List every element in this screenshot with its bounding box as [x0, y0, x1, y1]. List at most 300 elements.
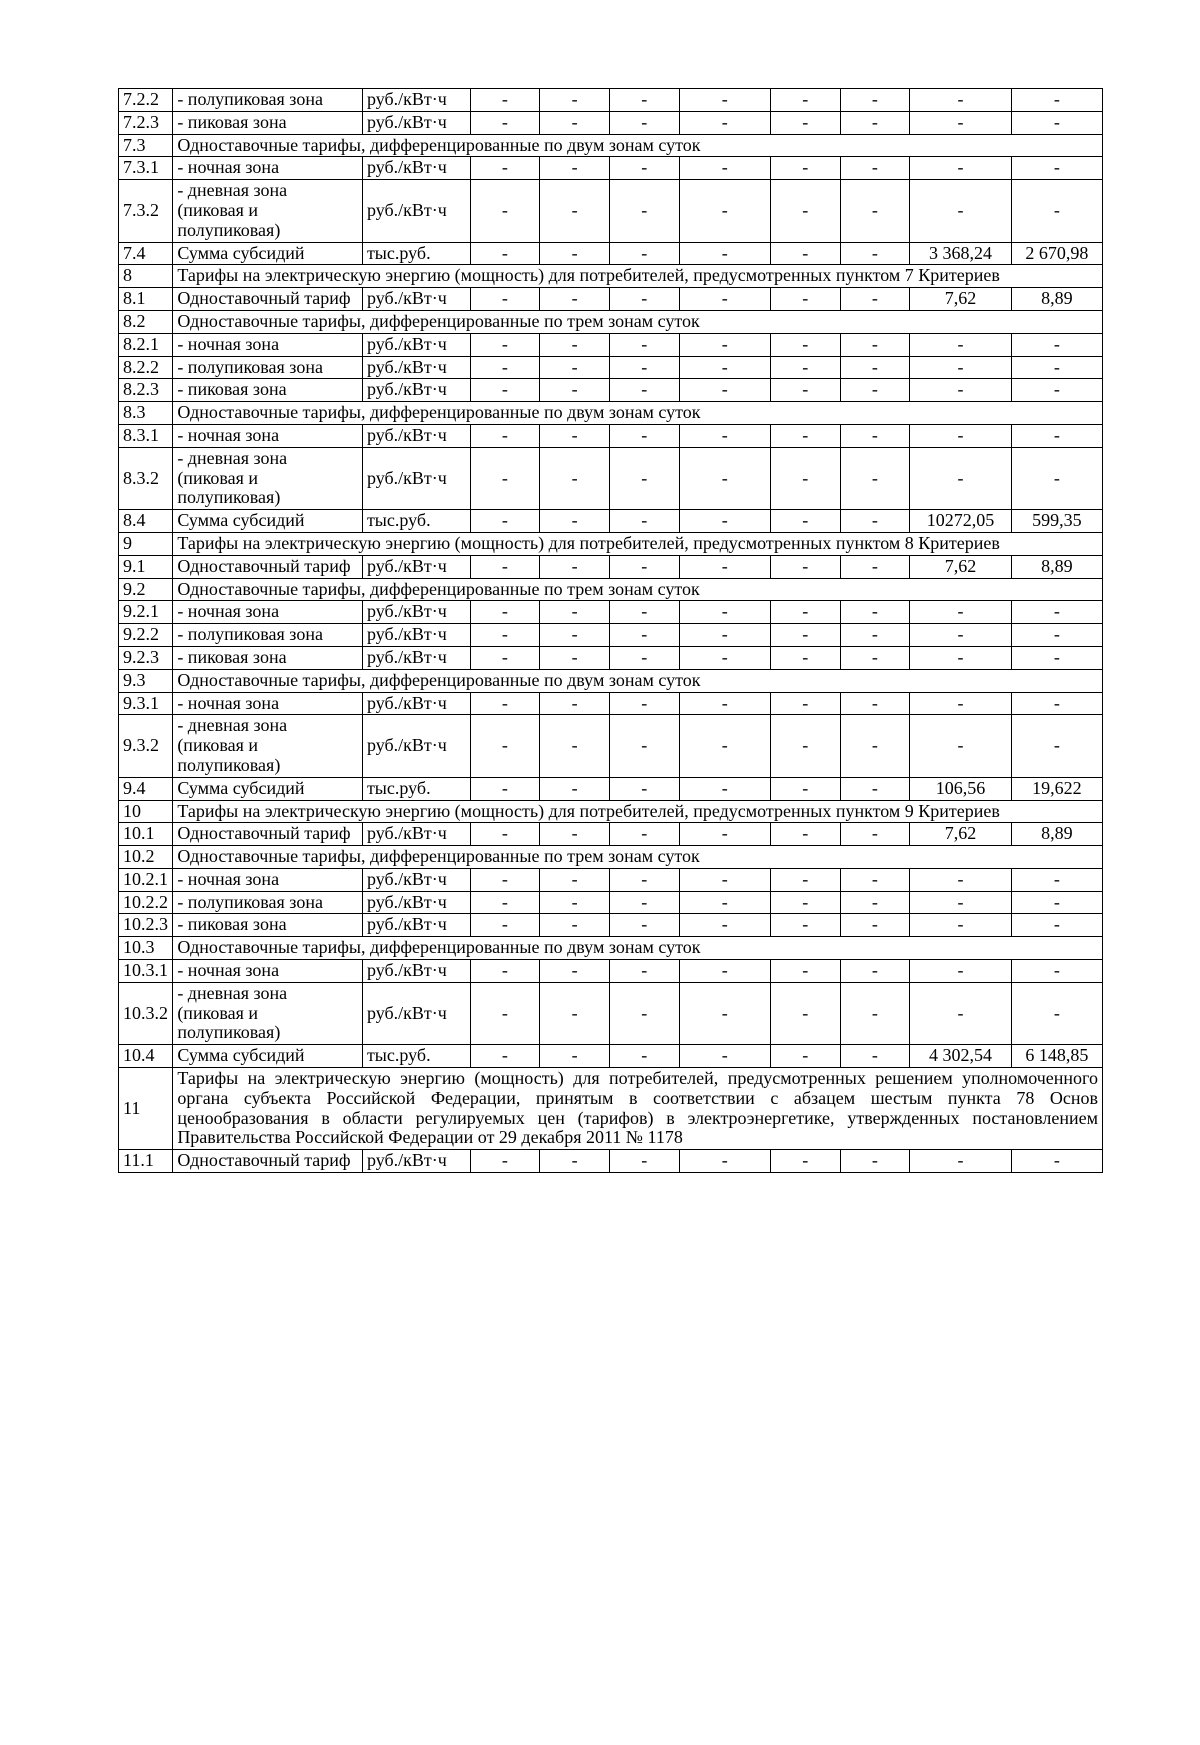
row-value: 106,56 — [910, 777, 1011, 800]
row-value: 7,62 — [910, 555, 1011, 578]
section-code: 11 — [119, 1068, 173, 1150]
row-value: - — [470, 823, 540, 846]
row-value: - — [679, 692, 770, 715]
row-value: - — [770, 960, 840, 983]
row-value: - — [679, 868, 770, 891]
subsection-code: 9.3 — [119, 669, 173, 692]
row-value: - — [470, 89, 540, 112]
row-unit: руб./кВт·ч — [362, 823, 470, 846]
row-unit: руб./кВт·ч — [362, 982, 470, 1044]
row-value: - — [1011, 891, 1102, 914]
row-value: - — [679, 157, 770, 180]
row-name: Сумма субсидий — [173, 510, 363, 533]
row-value: - — [910, 424, 1011, 447]
row-value: - — [540, 777, 610, 800]
row-value: - — [679, 624, 770, 647]
subsection-header-row — [119, 669, 1103, 692]
row-value: - — [540, 692, 610, 715]
row-name: - дневная зона (пиковая и полупиковая) — [173, 982, 363, 1044]
row-value: - — [679, 111, 770, 134]
row-value: - — [540, 356, 610, 379]
row-value: - — [770, 715, 840, 777]
row-value: - — [679, 555, 770, 578]
table-row — [119, 692, 1103, 715]
row-value: - — [770, 356, 840, 379]
row-value: - — [910, 914, 1011, 937]
row-value: - — [770, 111, 840, 134]
row-value: - — [1011, 157, 1102, 180]
row-value: - — [470, 1045, 540, 1068]
row-value: - — [540, 624, 610, 647]
row-code: 9.2.1 — [119, 601, 173, 624]
row-name: - ночная зона — [173, 333, 363, 356]
subsection-header-row — [119, 937, 1103, 960]
row-value: - — [1011, 447, 1102, 509]
table-row — [119, 356, 1103, 379]
row-value: - — [679, 914, 770, 937]
row-value: - — [1011, 356, 1102, 379]
row-unit: руб./кВт·ч — [362, 333, 470, 356]
row-value: - — [679, 424, 770, 447]
row-code: 10.1 — [119, 823, 173, 846]
row-value: - — [679, 960, 770, 983]
row-unit: тыс.руб. — [362, 777, 470, 800]
table-row — [119, 288, 1103, 311]
row-value: - — [770, 157, 840, 180]
row-code: 7.2.2 — [119, 89, 173, 112]
row-value: - — [770, 379, 840, 402]
row-value: - — [609, 288, 679, 311]
row-value: - — [470, 510, 540, 533]
row-value: - — [609, 715, 679, 777]
row-value: - — [770, 823, 840, 846]
table-row — [119, 424, 1103, 447]
subsection-header-row — [119, 310, 1103, 333]
row-value: - — [1011, 180, 1102, 242]
row-value: - — [679, 715, 770, 777]
row-value: - — [470, 1150, 540, 1173]
row-value: - — [609, 1150, 679, 1173]
row-value: - — [770, 333, 840, 356]
row-value: - — [840, 424, 910, 447]
row-name: - полупиковая зона — [173, 891, 363, 914]
row-value: - — [770, 1150, 840, 1173]
row-value: - — [470, 624, 540, 647]
row-value: - — [1011, 715, 1102, 777]
row-code: 7.2.3 — [119, 111, 173, 134]
row-name: Одноставочный тариф — [173, 555, 363, 578]
row-value: - — [540, 555, 610, 578]
row-unit: руб./кВт·ч — [362, 960, 470, 983]
row-unit: руб./кВт·ч — [362, 692, 470, 715]
table-row — [119, 1045, 1103, 1068]
row-unit: руб./кВт·ч — [362, 288, 470, 311]
row-value: - — [1011, 646, 1102, 669]
row-value: 8,89 — [1011, 823, 1102, 846]
row-name: Сумма субсидий — [173, 777, 363, 800]
table-row — [119, 111, 1103, 134]
row-value: - — [1011, 982, 1102, 1044]
row-unit: руб./кВт·ч — [362, 914, 470, 937]
subsection-code: 9.2 — [119, 578, 173, 601]
subsection-title: Одноставочные тарифы, дифференцированные по трем зонам суток — [173, 310, 1103, 333]
row-value: - — [840, 157, 910, 180]
row-value: - — [770, 180, 840, 242]
row-name: - полупиковая зона — [173, 624, 363, 647]
row-code: 8.2.1 — [119, 333, 173, 356]
table-row — [119, 777, 1103, 800]
row-value: - — [540, 288, 610, 311]
row-value: - — [540, 960, 610, 983]
row-value: - — [540, 891, 610, 914]
row-value: - — [840, 692, 910, 715]
row-code: 9.1 — [119, 555, 173, 578]
row-value: - — [679, 288, 770, 311]
table-row — [119, 715, 1103, 777]
row-value: - — [470, 111, 540, 134]
row-value: - — [840, 982, 910, 1044]
row-value: - — [910, 447, 1011, 509]
row-value: - — [470, 960, 540, 983]
row-value: - — [679, 356, 770, 379]
row-value: - — [609, 356, 679, 379]
subsection-title: Одноставочные тарифы, дифференцированные по двум зонам суток — [173, 402, 1103, 425]
section-title: Тарифы на электрическую энергию (мощность) для потребителей, предусмотренных пунктом 8 Критериев — [173, 532, 1103, 555]
row-value: - — [840, 715, 910, 777]
row-value: - — [840, 777, 910, 800]
row-value: - — [1011, 624, 1102, 647]
subsection-code: 7.3 — [119, 134, 173, 157]
row-value: 19,622 — [1011, 777, 1102, 800]
table-row — [119, 555, 1103, 578]
row-value: - — [540, 447, 610, 509]
row-value: - — [1011, 89, 1102, 112]
row-code: 8.3.1 — [119, 424, 173, 447]
row-value: - — [609, 868, 679, 891]
row-value: - — [679, 823, 770, 846]
subsection-header-row — [119, 402, 1103, 425]
row-unit: руб./кВт·ч — [362, 89, 470, 112]
row-value: - — [470, 157, 540, 180]
row-name: Одноставочный тариф — [173, 823, 363, 846]
row-value: - — [910, 157, 1011, 180]
row-unit: руб./кВт·ч — [362, 868, 470, 891]
row-value: 8,89 — [1011, 555, 1102, 578]
row-value: 7,62 — [910, 823, 1011, 846]
row-unit: руб./кВт·ч — [362, 891, 470, 914]
row-value: - — [1011, 111, 1102, 134]
row-value: 3 368,24 — [910, 242, 1011, 265]
row-value: - — [540, 157, 610, 180]
row-code: 10.4 — [119, 1045, 173, 1068]
row-value: - — [840, 646, 910, 669]
section-header-row — [119, 532, 1103, 555]
row-value: - — [770, 288, 840, 311]
row-unit: руб./кВт·ч — [362, 157, 470, 180]
row-name: - ночная зона — [173, 868, 363, 891]
row-code: 9.2.3 — [119, 646, 173, 669]
subsection-code: 8.2 — [119, 310, 173, 333]
row-value: - — [679, 1150, 770, 1173]
row-value: - — [910, 646, 1011, 669]
row-value: - — [840, 111, 910, 134]
row-unit: руб./кВт·ч — [362, 379, 470, 402]
row-name: - дневная зона (пиковая и полупиковая) — [173, 180, 363, 242]
row-value: - — [840, 823, 910, 846]
row-value: - — [609, 510, 679, 533]
row-value: - — [609, 242, 679, 265]
row-value: - — [470, 447, 540, 509]
row-value: - — [910, 356, 1011, 379]
row-value: - — [679, 180, 770, 242]
section-title: Тарифы на электрическую энергию (мощность) для потребителей, предусмотренных решением уполномоченного органа субъекта Российской Федерации, принятым в соответствии с абзацем шестым пункта 78 Основ ценообразования в области регулируемых цен (тарифов) в электроэнергетике, утвержденных постановлением Правительства Российской Федерации от 29 декабря 2011 № 1178 — [173, 1068, 1103, 1150]
row-value: - — [609, 646, 679, 669]
table-row — [119, 333, 1103, 356]
subsection-code: 10.2 — [119, 846, 173, 869]
row-code: 10.3.2 — [119, 982, 173, 1044]
row-value: - — [1011, 424, 1102, 447]
row-name: - пиковая зона — [173, 914, 363, 937]
row-value: - — [609, 157, 679, 180]
row-unit: руб./кВт·ч — [362, 356, 470, 379]
row-code: 8.2.3 — [119, 379, 173, 402]
row-value: - — [910, 1150, 1011, 1173]
row-name: - дневная зона (пиковая и полупиковая) — [173, 447, 363, 509]
row-value: - — [609, 333, 679, 356]
row-value: - — [609, 692, 679, 715]
row-value: - — [1011, 692, 1102, 715]
row-value: - — [770, 447, 840, 509]
table-row — [119, 823, 1103, 846]
row-value: - — [540, 111, 610, 134]
row-name: Сумма субсидий — [173, 1045, 363, 1068]
row-name: - пиковая зона — [173, 379, 363, 402]
table-row — [119, 960, 1103, 983]
row-value: - — [840, 601, 910, 624]
table-row — [119, 646, 1103, 669]
row-value: - — [1011, 379, 1102, 402]
subsection-header-row — [119, 578, 1103, 601]
row-value: - — [470, 891, 540, 914]
row-value: 10272,05 — [910, 510, 1011, 533]
row-value: - — [470, 424, 540, 447]
row-value: - — [540, 601, 610, 624]
row-unit: руб./кВт·ч — [362, 424, 470, 447]
row-value: - — [470, 356, 540, 379]
row-value: - — [840, 242, 910, 265]
row-value: - — [609, 555, 679, 578]
row-value: - — [840, 960, 910, 983]
row-value: - — [679, 510, 770, 533]
subsection-code: 10.3 — [119, 937, 173, 960]
row-value: 6 148,85 — [1011, 1045, 1102, 1068]
row-value: - — [540, 982, 610, 1044]
row-code: 9.3.1 — [119, 692, 173, 715]
row-value: - — [540, 333, 610, 356]
table-row — [119, 510, 1103, 533]
row-value: - — [540, 914, 610, 937]
row-value: - — [840, 379, 910, 402]
row-value: - — [609, 823, 679, 846]
row-name: - полупиковая зона — [173, 356, 363, 379]
row-value: - — [910, 692, 1011, 715]
row-value: - — [770, 646, 840, 669]
row-value: - — [910, 601, 1011, 624]
row-value: - — [910, 333, 1011, 356]
table-row — [119, 89, 1103, 112]
table-row — [119, 180, 1103, 242]
row-name: Одноставочный тариф — [173, 1150, 363, 1173]
row-value: 4 302,54 — [910, 1045, 1011, 1068]
row-value: - — [679, 601, 770, 624]
row-value: - — [910, 891, 1011, 914]
row-value: - — [770, 891, 840, 914]
row-value: - — [540, 1045, 610, 1068]
row-unit: тыс.руб. — [362, 242, 470, 265]
row-value: 7,62 — [910, 288, 1011, 311]
row-code: 10.2.2 — [119, 891, 173, 914]
table-row — [119, 868, 1103, 891]
row-value: - — [910, 180, 1011, 242]
section-header-row — [119, 265, 1103, 288]
table-row — [119, 447, 1103, 509]
row-value: - — [910, 89, 1011, 112]
row-value: - — [840, 555, 910, 578]
row-unit: тыс.руб. — [362, 1045, 470, 1068]
row-value: - — [540, 715, 610, 777]
table-row — [119, 601, 1103, 624]
row-value: - — [679, 333, 770, 356]
row-value: - — [470, 914, 540, 937]
row-value: - — [1011, 914, 1102, 937]
row-code: 8.3.2 — [119, 447, 173, 509]
row-value: - — [470, 333, 540, 356]
row-value: - — [770, 510, 840, 533]
tariff-table — [118, 88, 1103, 1173]
row-value: - — [609, 914, 679, 937]
row-value: - — [679, 982, 770, 1044]
row-value: - — [540, 868, 610, 891]
row-value: - — [840, 333, 910, 356]
row-value: - — [540, 424, 610, 447]
row-name: - ночная зона — [173, 960, 363, 983]
row-code: 8.1 — [119, 288, 173, 311]
row-value: - — [540, 379, 610, 402]
subsection-title: Одноставочные тарифы, дифференцированные по двум зонам суток — [173, 937, 1103, 960]
row-value: - — [540, 823, 610, 846]
row-code: 7.3.1 — [119, 157, 173, 180]
row-code: 9.4 — [119, 777, 173, 800]
subsection-code: 8.3 — [119, 402, 173, 425]
row-name: Одноставочный тариф — [173, 288, 363, 311]
row-value: - — [770, 1045, 840, 1068]
row-name: - полупиковая зона — [173, 89, 363, 112]
row-value: - — [679, 646, 770, 669]
row-value: 2 670,98 — [1011, 242, 1102, 265]
table-row — [119, 624, 1103, 647]
row-value: - — [609, 891, 679, 914]
row-value: - — [910, 379, 1011, 402]
subsection-title: Одноставочные тарифы, дифференцированные по трем зонам суток — [173, 846, 1103, 869]
row-value: - — [540, 89, 610, 112]
row-unit: руб./кВт·ч — [362, 180, 470, 242]
table-row — [119, 242, 1103, 265]
row-unit: руб./кВт·ч — [362, 715, 470, 777]
row-value: - — [470, 868, 540, 891]
row-value: - — [1011, 333, 1102, 356]
table-row — [119, 1150, 1103, 1173]
row-code: 10.3.1 — [119, 960, 173, 983]
row-value: - — [840, 1045, 910, 1068]
row-value: - — [840, 1150, 910, 1173]
row-code: 7.4 — [119, 242, 173, 265]
row-value: - — [1011, 960, 1102, 983]
subsection-title: Одноставочные тарифы, дифференцированные по трем зонам суток — [173, 578, 1103, 601]
row-value: - — [540, 242, 610, 265]
row-value: - — [540, 646, 610, 669]
row-value: - — [679, 379, 770, 402]
row-value: - — [679, 777, 770, 800]
row-value: - — [770, 692, 840, 715]
subsection-header-row — [119, 134, 1103, 157]
row-value: - — [679, 89, 770, 112]
row-value: - — [910, 868, 1011, 891]
row-value: - — [470, 601, 540, 624]
tariff-table-body — [119, 89, 1103, 1173]
row-name: - пиковая зона — [173, 111, 363, 134]
row-value: - — [770, 868, 840, 891]
row-value: - — [609, 89, 679, 112]
row-name: - ночная зона — [173, 601, 363, 624]
section-code: 10 — [119, 800, 173, 823]
row-value: - — [770, 242, 840, 265]
row-value: - — [770, 777, 840, 800]
row-value: - — [609, 379, 679, 402]
row-value: - — [840, 356, 910, 379]
row-value: - — [470, 379, 540, 402]
row-value: - — [609, 624, 679, 647]
row-value: - — [470, 777, 540, 800]
row-value: - — [840, 288, 910, 311]
row-unit: руб./кВт·ч — [362, 624, 470, 647]
row-value: - — [470, 555, 540, 578]
section-title: Тарифы на электрическую энергию (мощность) для потребителей, предусмотренных пунктом 9 Критериев — [173, 800, 1103, 823]
row-unit: руб./кВт·ч — [362, 601, 470, 624]
row-name: - ночная зона — [173, 157, 363, 180]
row-value: - — [910, 982, 1011, 1044]
row-code: 9.2.2 — [119, 624, 173, 647]
row-value: - — [770, 424, 840, 447]
row-code: 7.3.2 — [119, 180, 173, 242]
row-value: - — [609, 777, 679, 800]
table-row — [119, 914, 1103, 937]
row-value: - — [840, 914, 910, 937]
row-unit: руб./кВт·ч — [362, 555, 470, 578]
row-unit: руб./кВт·ч — [362, 111, 470, 134]
row-value: - — [1011, 601, 1102, 624]
row-value: - — [609, 111, 679, 134]
row-value: - — [609, 180, 679, 242]
row-value: - — [840, 868, 910, 891]
row-value: - — [770, 624, 840, 647]
row-code: 10.2.3 — [119, 914, 173, 937]
row-name: Сумма субсидий — [173, 242, 363, 265]
row-value: - — [609, 601, 679, 624]
row-value: - — [609, 960, 679, 983]
row-value: - — [470, 288, 540, 311]
row-code: 11.1 — [119, 1150, 173, 1173]
row-value: - — [679, 891, 770, 914]
